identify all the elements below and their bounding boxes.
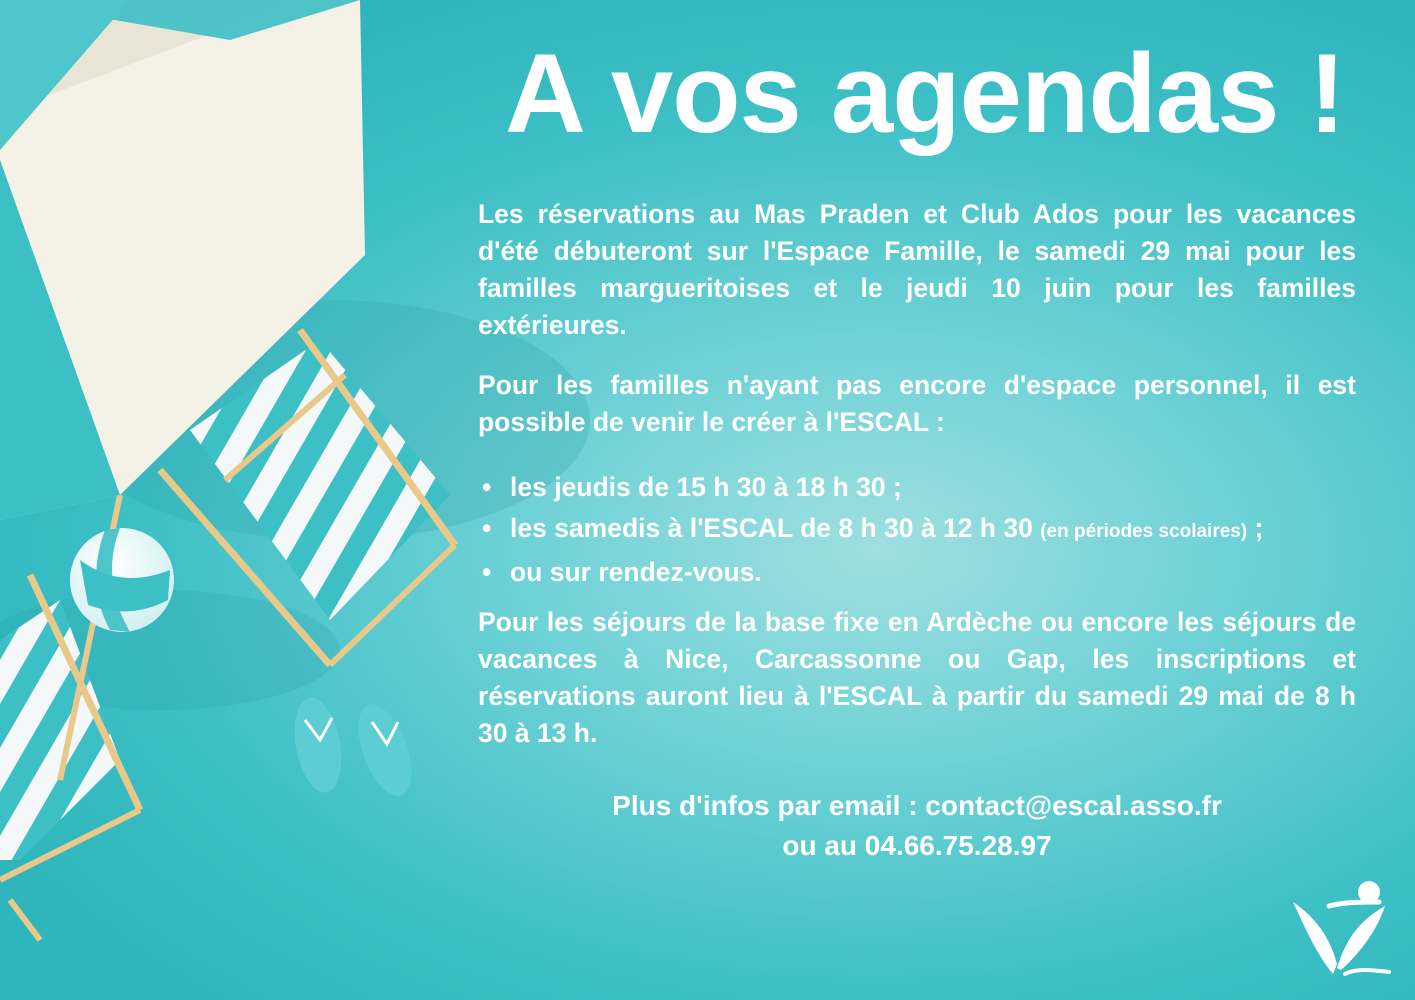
escal-logo-icon bbox=[1285, 872, 1395, 982]
bullet-icon: • bbox=[482, 513, 492, 543]
list-item bbox=[478, 510, 1356, 550]
schedule-appointment: ou sur rendez-vous. bbox=[510, 557, 762, 587]
main-text bbox=[478, 196, 1356, 775]
schedule-saturday: les samedis à l'ESCAL de 8 h 30 à 12 h 30 bbox=[510, 513, 1033, 543]
schedule-saturday-end: ; bbox=[1247, 513, 1264, 543]
stays-paragraph: Pour les séjours de la base fixe en Ardèche ou encore les séjours de vacances à Nice, Carcassonne ou Gap, les inscriptions et réservations auront lieu à l'ESCAL à partir du samedi 29 mai de 8 h 30 à 13 h. bbox=[478, 607, 1356, 748]
flip-flops bbox=[288, 694, 422, 803]
schedule-thursday: les jeudis de 15 h 30 à 18 h 30 ; bbox=[510, 472, 902, 502]
bullet-icon: • bbox=[482, 472, 492, 502]
contact-block bbox=[478, 786, 1356, 866]
schedule-saturday-note: (en périodes scolaires) bbox=[1040, 521, 1248, 542]
bullet-icon: • bbox=[482, 557, 492, 587]
schedule-list bbox=[478, 469, 1356, 591]
list-item bbox=[478, 554, 1356, 591]
personal-space-paragraph: Pour les familles n'ayant pas encore d'espace personnel, il est possible de venir le créer à l'ESCAL : bbox=[478, 370, 1356, 437]
reservation-paragraph: Les réservations au Mas Praden et Club Ados pour les vacances d'été débuteront sur l'Espace Famille, le samedi 29 mai pour les familles margueritoises et le jeudi 10 juin pour les familles extérieures. bbox=[478, 199, 1356, 340]
list-item bbox=[478, 469, 1356, 506]
page-title: A vos agendas ! bbox=[505, 31, 1345, 156]
beach-ball bbox=[70, 528, 174, 632]
contact-phone: ou au 04.66.75.28.97 bbox=[782, 830, 1052, 861]
contact-email: Plus d'infos par email : contact@escal.asso.fr bbox=[612, 790, 1222, 821]
